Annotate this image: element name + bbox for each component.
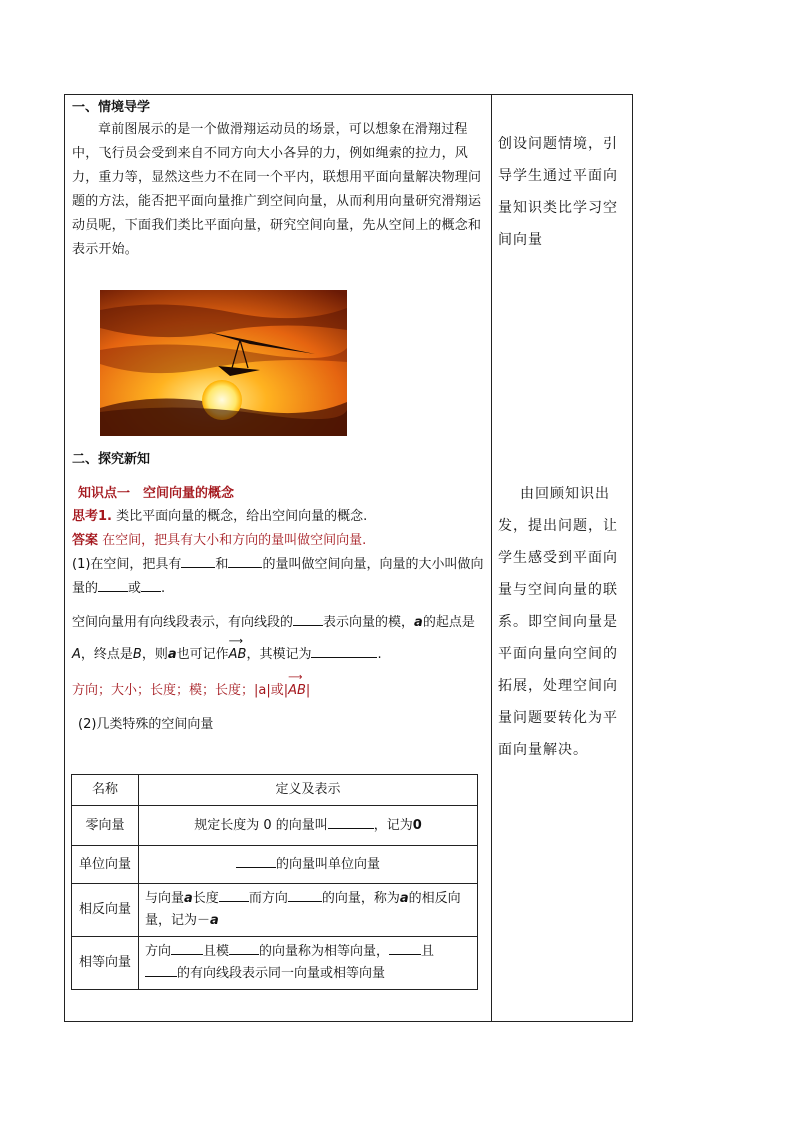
- def-text: 的向量称为相等向量，: [259, 944, 390, 959]
- row-name: 单位向量: [72, 846, 139, 884]
- column-divider: [491, 94, 492, 1022]
- section1-heading: 一、情境导学: [72, 100, 151, 115]
- special-vectors-heading: (2)几类特殊的空间向量: [78, 717, 214, 732]
- q2-text-m: .: [377, 647, 382, 662]
- blank: [145, 964, 177, 977]
- def-text: 而方向: [248, 891, 288, 906]
- blank: [236, 855, 276, 868]
- think-label: 思考1.: [72, 509, 112, 524]
- blank: [293, 613, 323, 626]
- answer-label: 答案: [72, 533, 99, 548]
- special-vectors-table: [71, 774, 478, 990]
- answer-key-line: [72, 679, 487, 703]
- def-text: 且: [421, 944, 435, 959]
- blank: [98, 579, 128, 592]
- answer-text: 在空间，把具有大小和方向的量叫做空间向量.: [102, 533, 367, 548]
- point-b: B: [132, 647, 142, 662]
- q1-text-b: 和: [215, 557, 229, 572]
- row-definition: [139, 806, 478, 846]
- blank: [181, 555, 215, 568]
- def-text: 规定长度为 0 的向量叫: [194, 817, 328, 833]
- knowledge-point-title: 知识点一 空间向量的概念: [78, 486, 235, 501]
- blank: [228, 555, 262, 568]
- q2-text-a: 空间向量用有向线段表示，有向线段的: [72, 615, 294, 630]
- answer-key-end: |: [305, 683, 311, 698]
- vector-a: a: [184, 891, 193, 906]
- answer-key-text: 方向；大小；长度；模；长度；|a|或|: [72, 683, 289, 698]
- think-text: 类比平面向量的概念，给出空间向量的概念.: [116, 509, 368, 524]
- answer-line: [72, 529, 487, 553]
- row-definition: [139, 937, 478, 990]
- q1-text-d: 或: [128, 581, 142, 596]
- design-note-2: 由回顾知识出发，提出问题，让学生感受到平面向量与空间向量的联系。即空间向量是平面向量向空间的拓展，处理空间向量问题要转化为平面向量解决。: [498, 486, 618, 758]
- vector-a: a: [399, 891, 409, 906]
- question-1: [72, 553, 487, 601]
- vector-ab: ⟶ AB: [288, 679, 306, 703]
- vector-a: a: [210, 913, 219, 928]
- photo-svg: [100, 290, 347, 436]
- def-text: 的相反向量，记为－: [145, 891, 461, 928]
- notes-column: [498, 98, 628, 758]
- point-a: A: [72, 647, 81, 662]
- def-text: 的向量，称为: [321, 891, 400, 906]
- blank: [219, 889, 249, 902]
- def-text: 与向量: [145, 891, 185, 906]
- blank: [141, 579, 161, 592]
- blank: [229, 942, 259, 955]
- vector-ab: ⟶ AB: [229, 639, 247, 671]
- def-text: 的有向线段表示同一向量或相等向量: [177, 966, 386, 981]
- think-line: [72, 505, 487, 529]
- section2: [72, 450, 487, 737]
- q2-text-b: 表示向量的模，: [323, 615, 415, 630]
- blank: [171, 942, 203, 955]
- table-row: [72, 846, 478, 884]
- q2-text-l: ，其模记为: [246, 647, 312, 662]
- header-definition: 定义及表示: [139, 775, 478, 806]
- header-name: 名称: [72, 775, 139, 806]
- def-text: 方向: [145, 944, 172, 959]
- row-definition: [139, 884, 478, 937]
- design-note-1: 创设问题情境，引导学生通过平面向量知识类比学习空间向量: [498, 136, 618, 248]
- blank: [389, 942, 421, 955]
- row-name: 零向量: [72, 806, 139, 846]
- def-text: 且模: [203, 944, 230, 959]
- def-text: ，记为: [373, 817, 413, 833]
- blank: [288, 889, 322, 902]
- table-header-row: [72, 775, 478, 806]
- blank: [328, 816, 374, 829]
- row-name: 相反向量: [72, 884, 139, 937]
- table-row: [72, 806, 478, 846]
- q1-text-a: (1)在空间，把具有: [72, 557, 182, 572]
- row-definition: [139, 846, 478, 884]
- def-text: 的向量叫单位向量: [275, 856, 380, 872]
- section2-heading: 二、探究新知: [72, 452, 151, 467]
- table-row: [72, 937, 478, 990]
- section1-paragraph: 章前图展示的是一个做滑翔运动员的场景，可以想象在滑翔过程中，飞行员会受到来自不同方向大小各异的力，例如绳索的拉力，风力，重力等，显然这些力不在同一个平内，联想用平面向量解决物理问题的方法，能否把平面向量推广到空间向量，从而利用向量研究滑翔运动员呢，下面我们类比平面向量，研究空间向量，先从空间上的概念和表示开始。: [72, 122, 482, 257]
- main-column: [72, 98, 487, 262]
- q2-text-d: 的起点是: [422, 615, 475, 630]
- q1-text-c: 的量叫做空间向量，向量的大小叫做向量的: [72, 557, 484, 596]
- def-text: 长度: [192, 891, 219, 906]
- q2-text-f: ，终点是: [80, 647, 133, 662]
- vector-a: a: [414, 615, 423, 630]
- blank: [311, 645, 377, 658]
- hang-glider-sunset-photo: [100, 290, 347, 436]
- table-row: [72, 884, 478, 937]
- vector-a: a: [167, 647, 177, 662]
- zero-vector-symbol: 0: [412, 817, 422, 833]
- row-name: 相等向量: [72, 937, 139, 990]
- q2-text-j: 也可记作: [176, 647, 229, 662]
- question-2: [72, 607, 487, 671]
- q1-text-e: .: [161, 581, 166, 596]
- q2-text-h: ，则: [141, 647, 168, 662]
